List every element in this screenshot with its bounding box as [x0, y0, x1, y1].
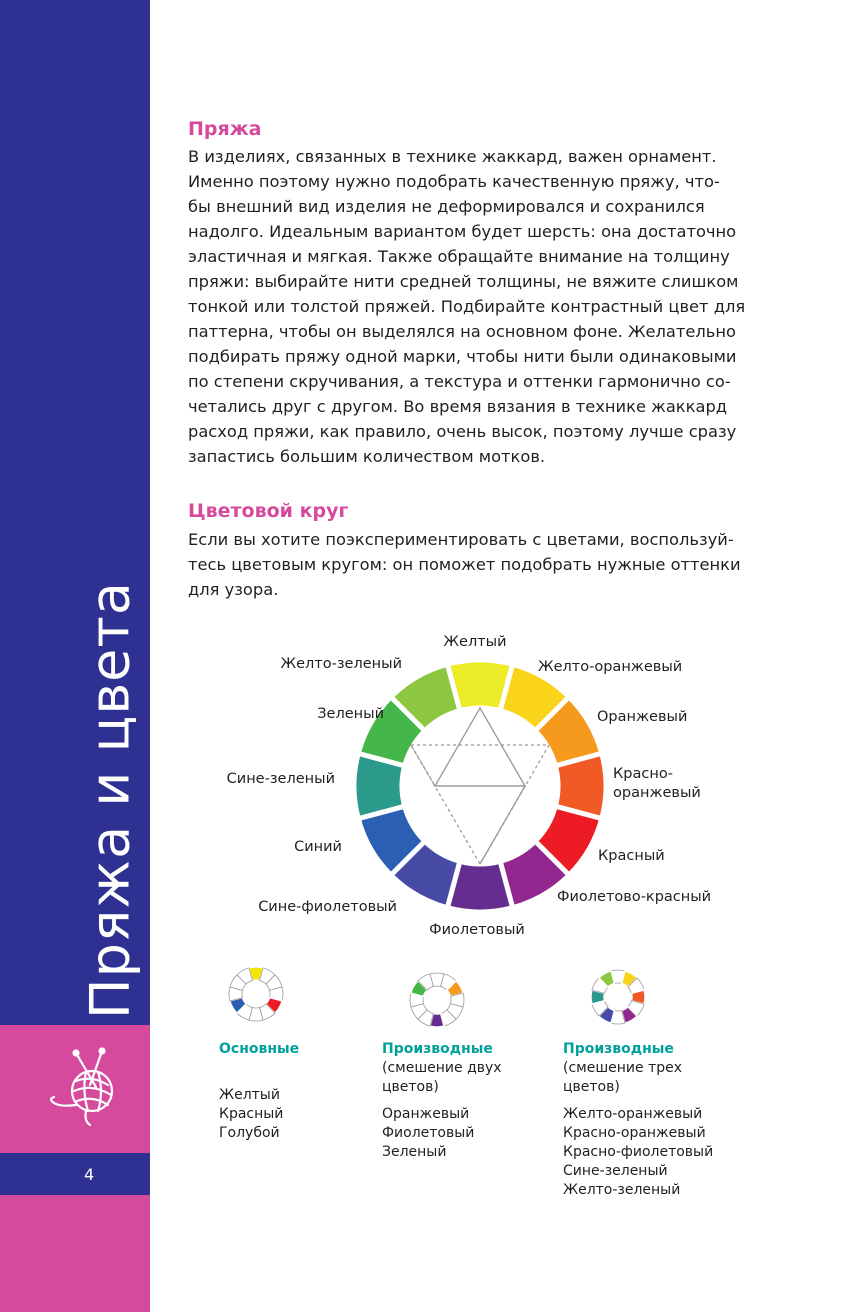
group-subtitle: цветов) — [563, 1079, 620, 1095]
yarn-paragraph — [188, 144, 756, 469]
mini-wheel-tertiary — [588, 967, 648, 1027]
label-blue: Синий — [294, 839, 342, 855]
text-line: пряжи: выбирайте нити средней толщины, не вяжите слишком — [188, 272, 739, 291]
label-yellow: Желтый — [443, 634, 507, 650]
list-item: Желто-зеленый — [563, 1182, 681, 1198]
list-item: Красно-фиолетовый — [563, 1144, 714, 1160]
text-line: тонкой или толстой пряжей. Подбирайте контрастный цвет для — [188, 297, 746, 316]
text-line: бы внешний вид изделия не деформировался и сохранился — [188, 197, 705, 216]
list-item: Желто-оранжевый — [563, 1106, 703, 1122]
group-primary — [219, 1040, 299, 1143]
text-line: Именно поэтому нужно подобрать качественную пряжу, что- — [188, 172, 720, 191]
triangle-solid — [435, 708, 525, 786]
text-line: подбирать пряжу одной марки, чтобы нити были одинаковыми — [188, 347, 737, 366]
label-red-orange-2: оранжевый — [613, 785, 701, 801]
group-title: Основные — [219, 1041, 300, 1057]
list-item: Оранжевый — [382, 1106, 470, 1122]
text-line: по степени скручивания, а текстура и оттенки гармонично со- — [188, 372, 731, 391]
page-number: 4 — [84, 1165, 95, 1184]
group-secondary — [382, 1040, 502, 1162]
list-item: Желтый — [219, 1087, 280, 1103]
mini-wheel-secondary — [407, 970, 467, 1030]
chapter-title: Пряжа и цвета — [78, 581, 142, 1019]
group-subtitle: (смешение двух — [382, 1060, 502, 1076]
list-item: Сине-зеленый — [563, 1163, 668, 1179]
group-title: Производные — [382, 1041, 493, 1057]
text-line: четались друг с другом. Во время вязания в технике жаккард — [188, 397, 728, 416]
list-item: Красный — [219, 1106, 284, 1122]
color-wheel-heading: Цветовой круг — [188, 500, 349, 522]
label-red: Красный — [598, 848, 665, 864]
text-line: для узора. — [188, 580, 279, 599]
label-violet-red: Фиолетово-красный — [557, 889, 712, 905]
text-line: эластичная и мягкая. Также обращайте внимание на толщину — [188, 247, 730, 266]
color-wheel-diagram — [200, 620, 760, 950]
label-violet: Фиолетовый — [429, 922, 525, 938]
text-line: паттерна, чтобы он выделялся на основном фоне. Желательно — [188, 322, 736, 341]
list-item: Голубой — [219, 1125, 280, 1141]
list-item: Фиолетовый — [382, 1125, 475, 1141]
color-wheel-paragraph — [188, 527, 756, 602]
list-item: Зеленый — [382, 1144, 447, 1160]
page-number-band — [0, 1153, 150, 1195]
mini-wheel-primary — [226, 964, 286, 1024]
text-line: тесь цветовым кругом: он поможет подобрать нужные оттенки — [188, 555, 741, 574]
label-blue-green: Сине-зеленый — [226, 771, 335, 787]
label-red-orange-1: Красно- — [613, 766, 673, 782]
label-yellow-orange: Желто-оранжевый — [538, 659, 683, 675]
yarn-heading: Пряжа — [188, 118, 262, 140]
triangle-solid-part — [435, 786, 525, 864]
group-subtitle: цветов) — [382, 1079, 439, 1095]
wheel-inner-triangles — [411, 708, 549, 864]
label-green: Зеленый — [317, 706, 384, 722]
text-line: надолго. Идеальным вариантом будет шерсть: она достаточно — [188, 222, 737, 241]
yarn-ball-icon — [46, 1045, 130, 1129]
label-blue-violet: Сине-фиолетовый — [258, 899, 397, 915]
list-item: Красно-оранжевый — [563, 1125, 706, 1141]
label-orange: Оранжевый — [597, 709, 688, 725]
label-yellow-green: Желто-зеленый — [280, 656, 402, 672]
text-line: расход пряжи, как правило, очень высок, поэтому лучше сразу — [188, 422, 737, 441]
group-subtitle: (смешение трех — [563, 1060, 683, 1076]
group-tertiary — [563, 1040, 713, 1200]
text-line: запастись большим количеством мотков. — [188, 447, 546, 466]
text-line: Если вы хотите поэкспериментировать с цветами, воспользуй- — [188, 530, 734, 549]
text-line: В изделиях, связанных в технике жаккард, важен орнамент. — [188, 147, 717, 166]
group-title: Производные — [563, 1041, 674, 1057]
